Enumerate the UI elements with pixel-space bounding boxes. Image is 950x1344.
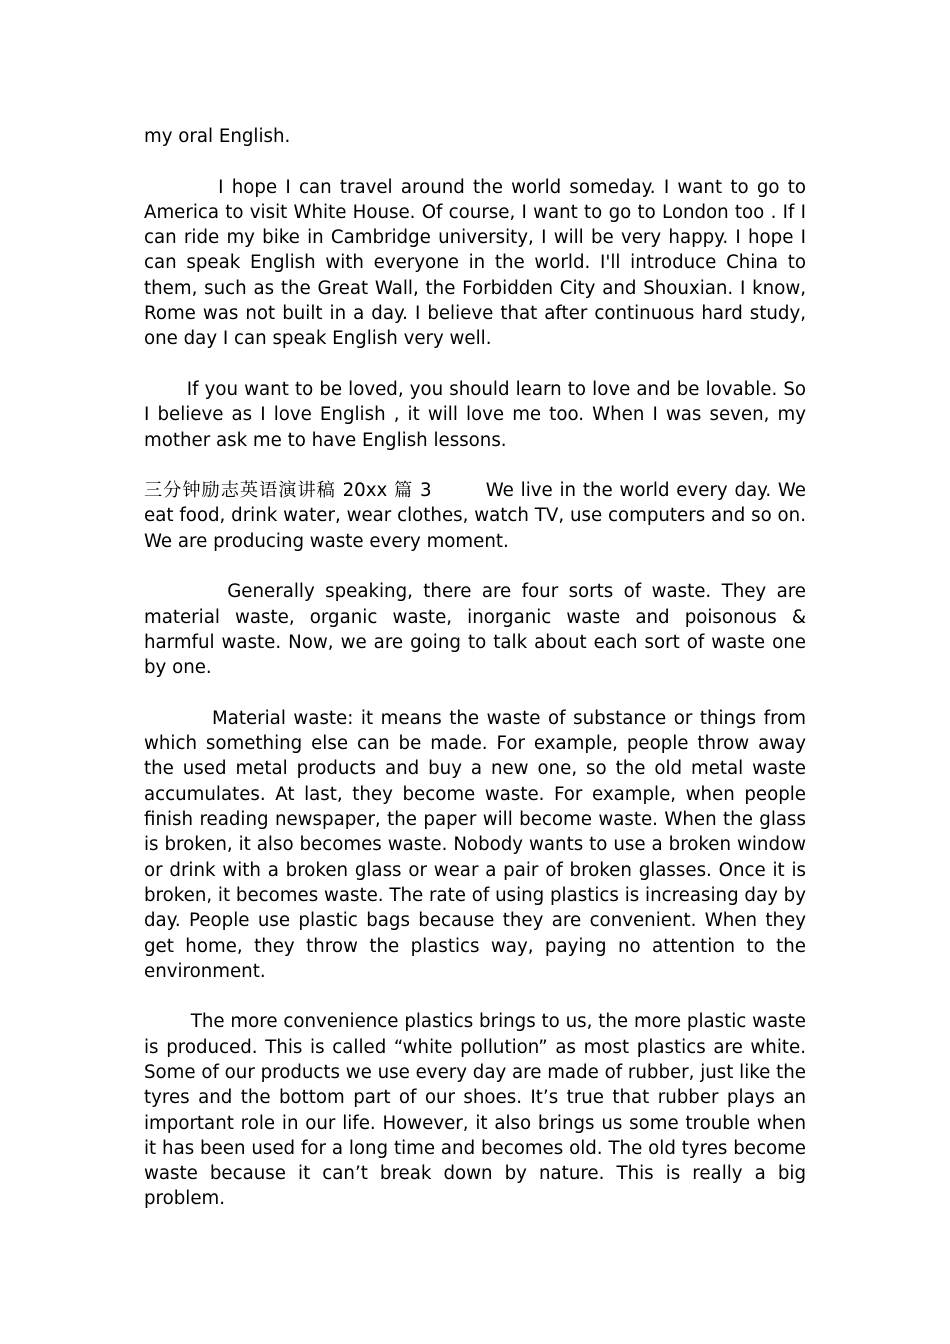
paragraph-2: I hope I can travel around the world someday. I want to go to America to visit White House. Of course, I want to go to London too . If I can ride my bike in Cambridge university, I will be very happy. I hope I can speak English with everyone in the world. I'll introduce China to them, such as the Great Wall, the Forbidden City and Shouxian. I know, Rome was not built in a day. I believe that after continuous hard study, one day I can speak English very well.: [144, 176, 812, 350]
section-paragraph: [144, 478, 812, 554]
section-first-text: We live in the world every day. We eat food, drink water, wear clothes, watch TV, use computers and so on. We are producing waste every moment.: [144, 480, 812, 552]
section-heading-gap: [432, 480, 486, 501]
paragraph-4: Generally speaking, there are four sorts of waste. They are material waste, organic waste, inorganic waste and poisonous & harmful waste. Now, we are going to talk about each sort of waste one by one.: [144, 581, 812, 679]
paragraph-3: If you want to be loved, you should learn to love and be lovable. So I believe as I love English , it will love me too. When I was seven, my mother ask me to have English lessons.: [144, 378, 812, 451]
paragraph-1: my oral English.: [144, 126, 291, 147]
paragraph-5: Material waste: it means the waste of substance or things from which something else can be made. For example, people throw away the used metal products and buy a new one, so the old metal waste accumulates. At last, they become waste. For example, when people finish reading newspaper, the paper will become waste. When the glass is broken, it also becomes waste. Nobody wants to use a broken window or drink with a broken glass or wear a pair of broken glasses. Once it is broken, it becomes waste. The rate of using plastics is increasing day by day. People use plastic bags because they are convenient. When they get home, they throw the plastics way, paying no attention to the environment.: [144, 707, 812, 982]
document-page: [144, 124, 812, 1237]
paragraph-6: The more convenience plastics brings to us, the more plastic waste is produced. This is called “white pollution” as most plastics are white. Some of our products we use every day are made of rubber, just like the tyres and the bottom part of our shoes. It’s true that rubber plays an important role in our life. However, it also brings us some trouble when it has been used for a long time and becomes old. The old tyres become waste because it can’t break down by nature. This is really a big problem.: [144, 1011, 812, 1210]
section-heading: 三分钟励志英语演讲稿 20xx 篇 3: [144, 480, 432, 502]
